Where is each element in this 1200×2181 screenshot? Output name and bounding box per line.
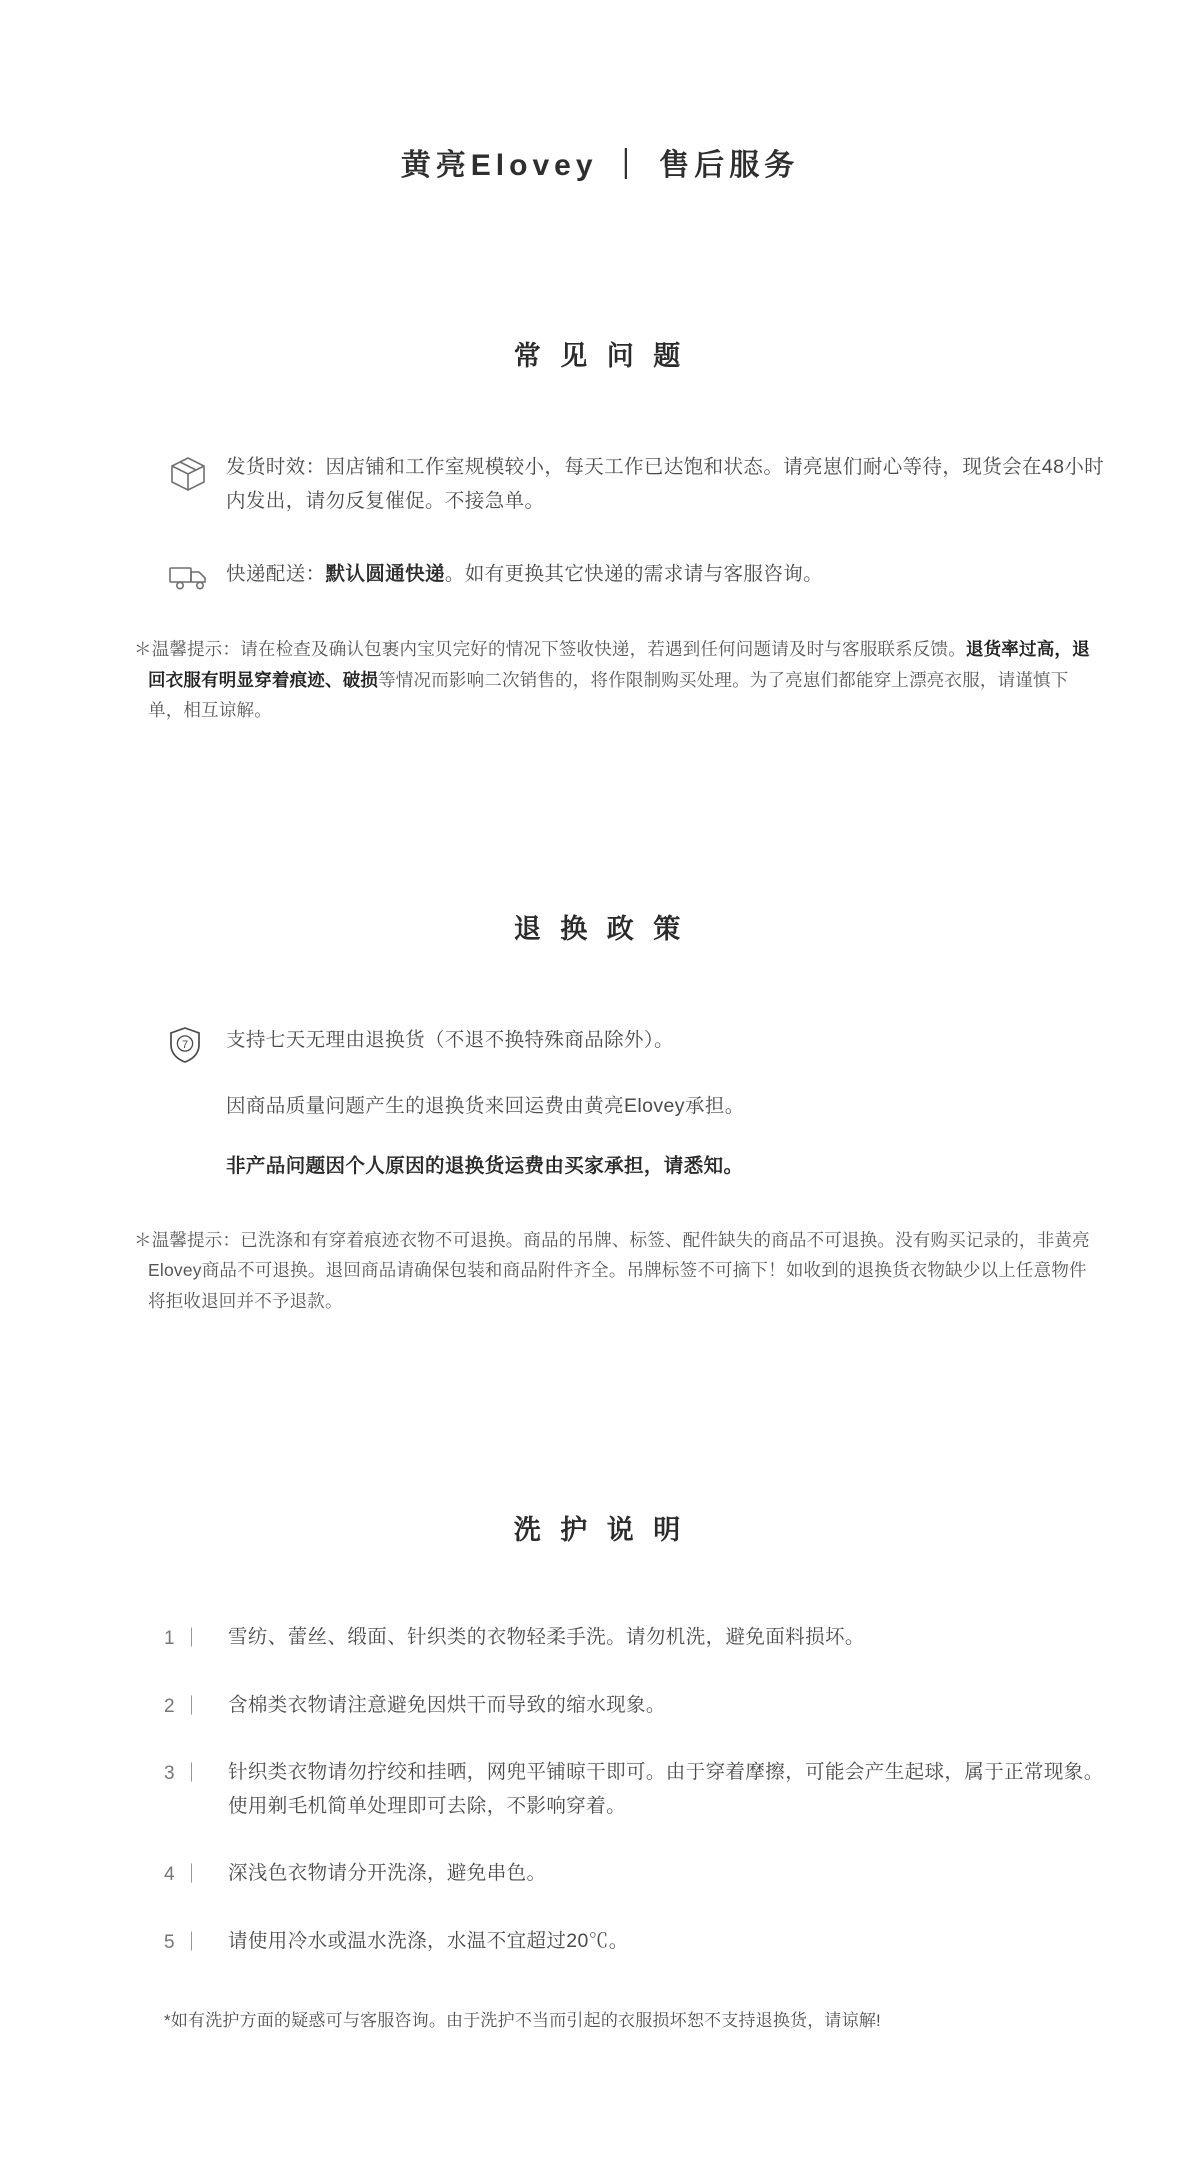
list-item [168,451,1120,518]
list-item [164,1689,1120,1723]
list-item [168,1024,1120,1064]
faq-item-label: 发货时效： [226,456,326,478]
care-item-text: 请使用冷水或温水洗涤，水温不宜超过20℃。 [228,1929,629,1952]
care-item-number: 2 ｜ [164,1695,202,1717]
faq-item-text [226,558,823,592]
list-item [164,1621,1120,1655]
care-item-text: 雪纺、蕾丝、缎面、针织类的衣物轻柔手洗。请勿机洗，避免面料损坏。 [228,1625,865,1648]
policy-item-text: 因商品质量问题产生的退换货来回运费由黄亮Elovey承担。 [226,1095,745,1118]
care-item-text: 含棉类衣物请注意避免因烘干而导致的缩水现象。 [228,1693,666,1716]
list-item [168,1090,1120,1123]
faq-section [80,334,1120,725]
list-item [168,558,1120,592]
faq-item-text [226,451,1120,518]
faq-tip-rest: 等情况而影响二次销售的，将作限制购买处理。为了亮崽们都能穿上漂亮衣服，请谨慎下单，相互谅解。 [148,669,1069,720]
list-item [168,1150,1120,1183]
faq-tip-star: ＊ [134,639,152,660]
svg-text:7: 7 [181,1039,189,1052]
list-item [164,1925,1120,1959]
policy-section-title: 退 换 政 策 [513,914,687,945]
care-item-number: 3 ｜ [164,1763,202,1785]
return-policy-section [80,907,1120,1316]
faq-item-label: 快递配送： [226,563,326,586]
package-box-icon [168,451,226,491]
faq-item-body: 因店铺和工作室规模较小，每天工作已达饱和状态。请亮崽们耐心等待，现货会在48小时内发出，请勿反复催促。不接急单。 [226,456,1105,512]
care-list [80,1621,1120,1958]
care-item-number: 4 ｜ [164,1864,202,1886]
care-item-number: 5 ｜ [164,1931,202,1953]
policy-item-text: 支持七天无理由退换货（不退不换特殊商品除外）。 [226,1029,674,1052]
page-title: 黄亮Elovey ｜ 售后服务 [400,149,800,182]
policy-list [80,1024,1120,1182]
policy-tip-text: 温馨提示：已洗涤和有穿着痕迹衣物不可退换。商品的吊牌、标签、配件缺失的商品不可退换。没有购买记录的，非黄亮Elovey商品不可退换。退回商品请确保包装和商品附件齐全。吊牌标签不可摘下！如收到的退换货衣物缺少以上任意物件将拒收退回并不予退款。 [148,1229,1090,1311]
care-note: *如有洗护方面的疑惑可与客服咨询。由于洗护不当而引起的衣服损坏恕不支持退换货，请谅解! [164,2011,881,2031]
list-item [164,1756,1120,1823]
faq-tip-bold: 退货率过高，退回衣服有明显穿着痕迹、破损 [148,639,1090,690]
policy-icon-spacer [168,1150,226,1152]
list-item [164,1857,1120,1891]
care-section-title: 洗 护 说 明 [513,1514,687,1545]
wash-care-section [80,1508,1120,2031]
policy-tip-star: ＊ [134,1229,152,1250]
faq-list [80,451,1120,592]
faq-tip [80,634,1120,725]
care-item-text: 针织类衣物请勿拧绞和挂晒，网兜平铺晾干即可。由于穿着摩擦，可能会产生起球，属于正常现象。使用剃毛机简单处理即可去除，不影响穿着。 [228,1761,1104,1817]
care-item-text: 深浅色衣物请分开洗涤，避免串色。 [228,1862,547,1885]
shield-7-icon [168,1024,226,1064]
faq-section-title: 常 见 问 题 [513,341,687,371]
policy-item-text: 非产品问题因个人原因的退换货运费由买家承担，请悉知。 [226,1154,744,1177]
faq-item-body: 。如有更换其它快递的需求请与客服咨询。 [444,563,824,586]
faq-item-bold: 默认圆通快递 [325,563,445,586]
faq-tip-lead: 温馨提示：请在检查及确认包裹内宝贝完好的情况下签收快递，若遇到任何问题请及时与客服联系反馈。 [151,639,966,660]
policy-tip [80,1225,1120,1316]
policy-icon-spacer [168,1090,226,1092]
delivery-truck-icon [168,558,226,592]
care-item-number: 1 ｜ [164,1627,202,1649]
